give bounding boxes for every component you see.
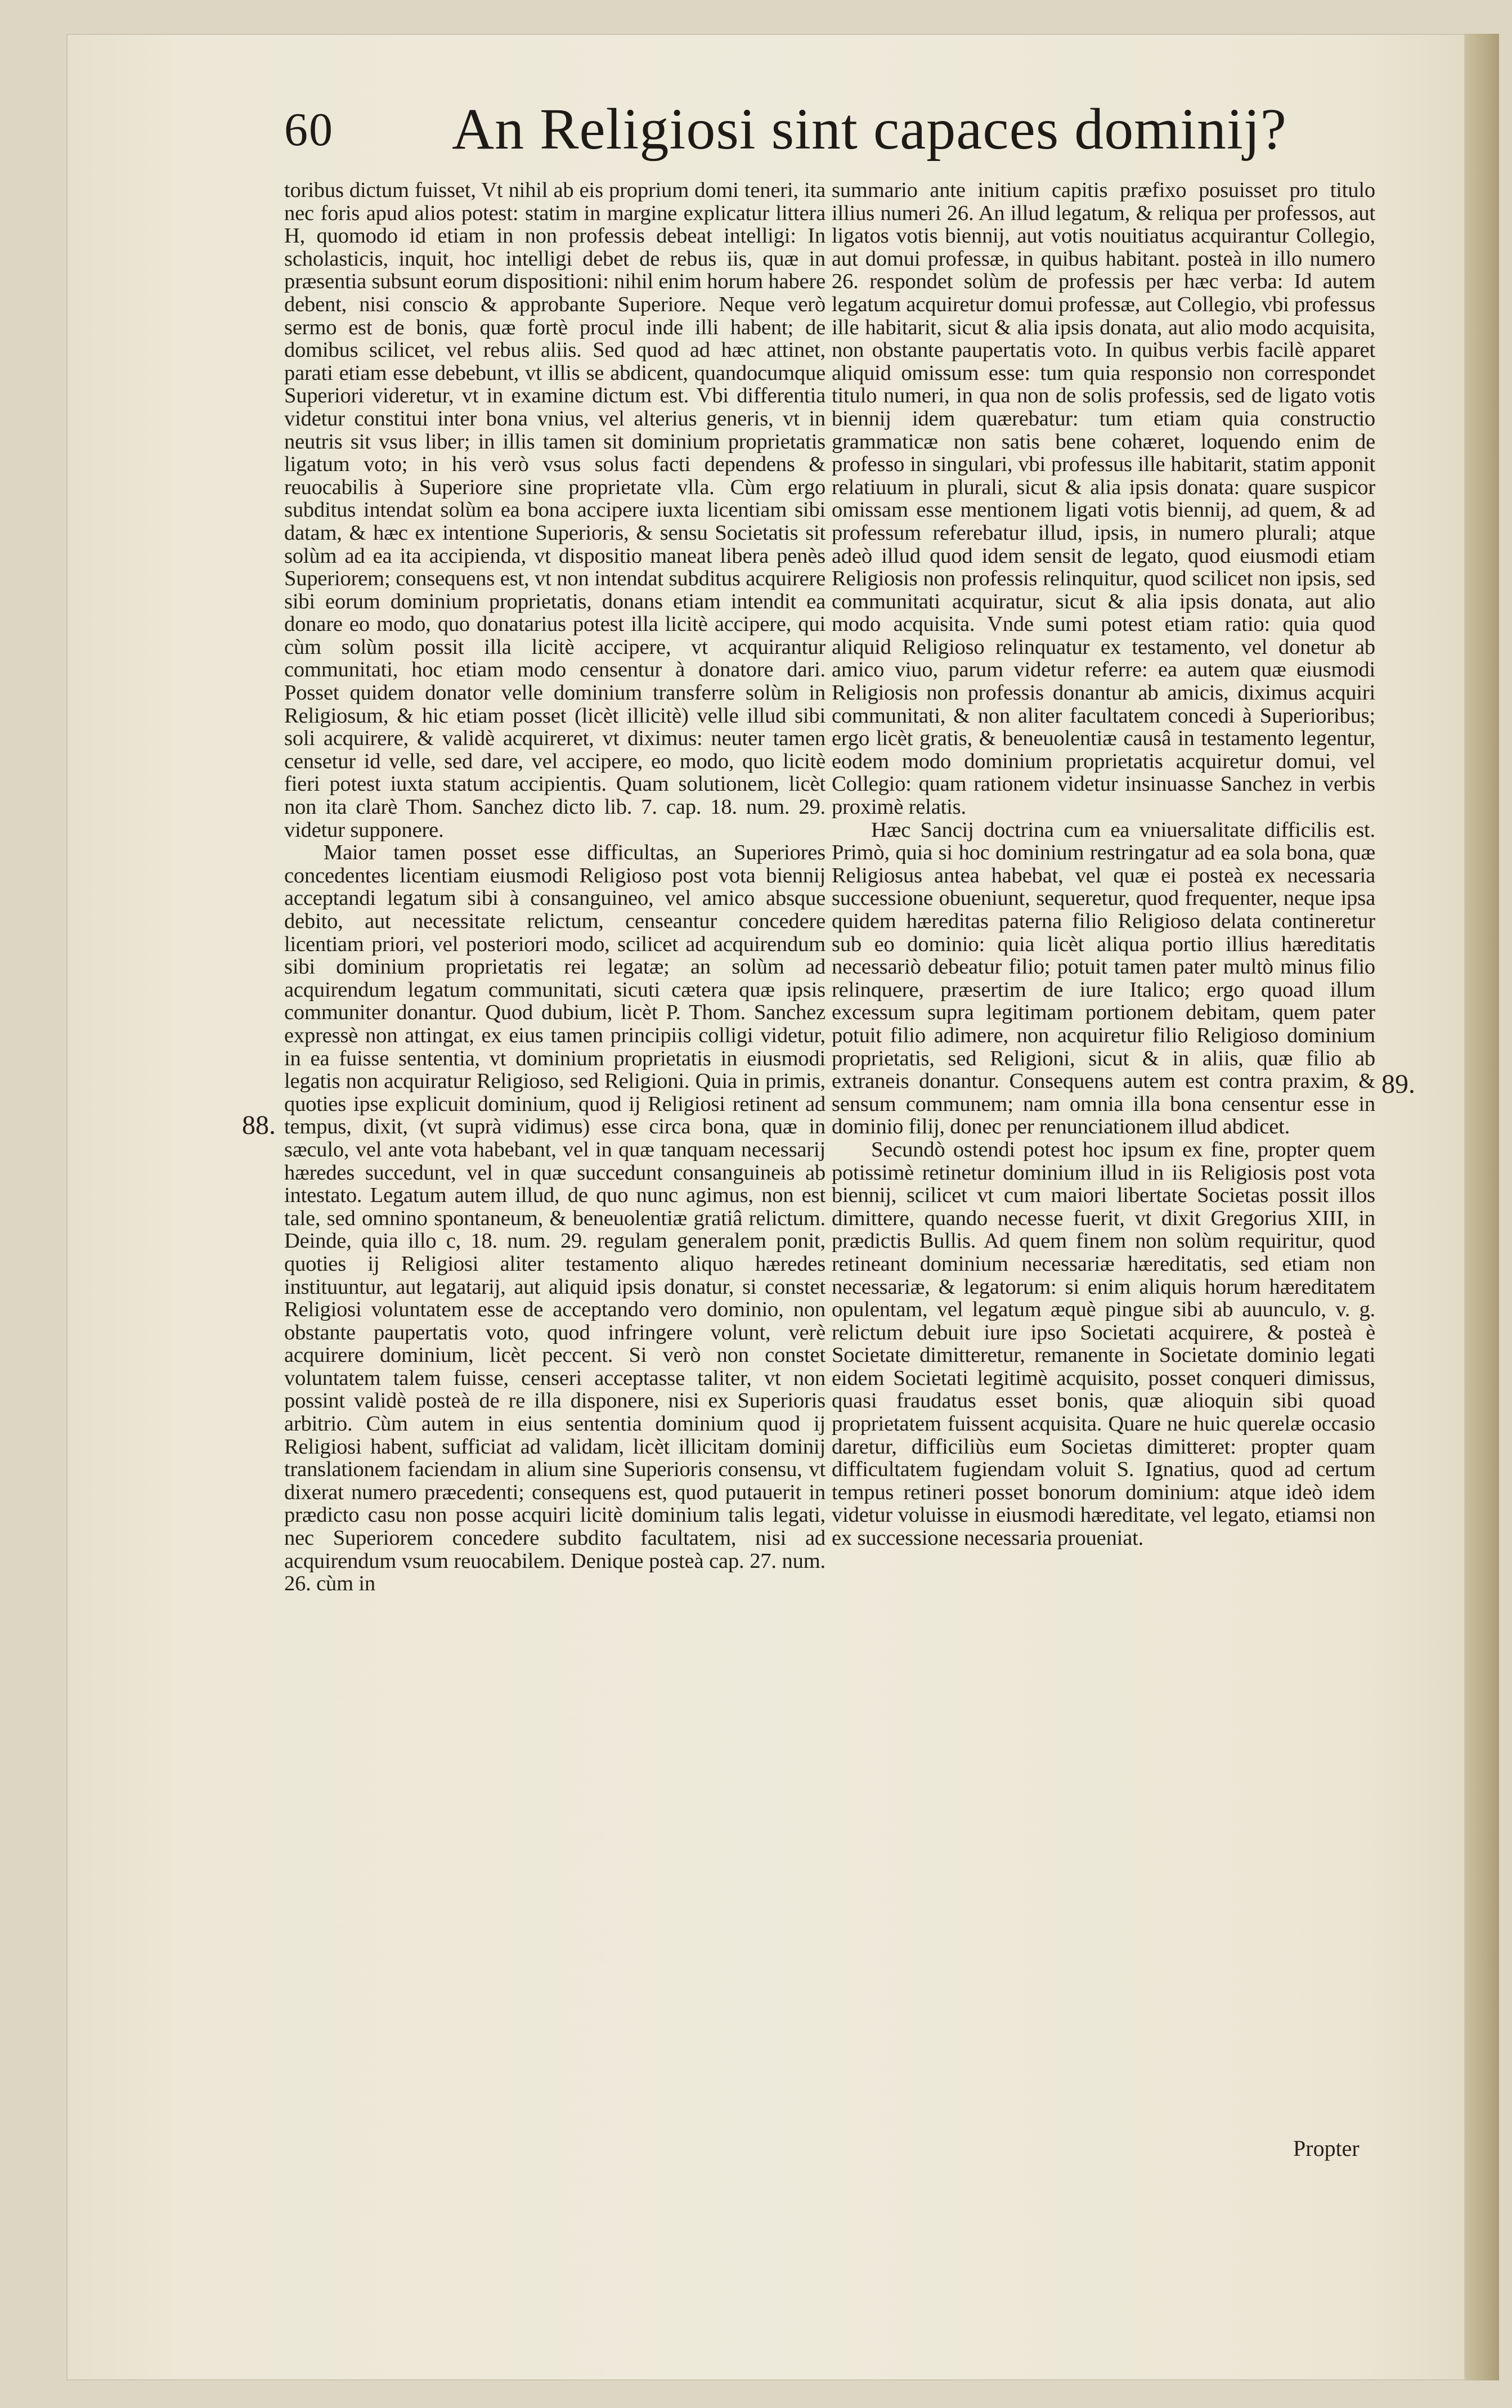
- page-title: An Religiosi sint capaces dominij?: [452, 97, 1287, 162]
- left-paragraph-2: Maior tamen posset esse difficultas, an Superiores concedentes licentiam eiusmodi Religioso post vota biennij acceptandi legatum sibi à consanguineo, vel amico absque debito, aut necessitate relictum, censeantur concedere licentiam priori, vel posteriori modo, scilicet ad acquirendum sibi dominium proprietatis rei legatæ; an solùm ad acquirendum legatum communitati, sicuti cætera quæ ipsis communiter donantur. Quod dubium, licèt P. Thom. Sanchez expressè non attingat, ex eius tamen principiis colligi videtur, in ea fuisse sententia, vt dominium proprietatis in eiusmodi legatis non acquiratur Religioso, sed Religioni. Quia in primis, quoties ipse explicuit dominium, quod ij Religiosi retinent ad tempus, dixit, (vt suprà vidimus) esse circa bona, quæ in sæculo, vel ante vota habebant, vel in quæ tanquam necessarij hæredes succedunt, vel in quæ succedunt consanguineis ab intestato. Legatum autem illud, de quo nunc agimus, non est tale, sed omnino spontaneum, & beneuolentiæ gratiâ relictum. Deinde, quia illo c, 18. num. 29. regulam generalem ponit, quoties ij Religiosi aliter testamento aliquo hæredes instituuntur, aut legatarij, aut aliquid ipsis donatur, si constet Religiosi voluntatem esse de acceptando vero dominio, non obstante paupertatis voto, quod infringere volunt, verè acquirere dominium, licèt peccent. Si verò non constet voluntatem talem fuisse, censeri acceptasse taliter, vt non possint validè posteà de re illa disponere, nisi ex Superioris arbitrio. Cùm autem in eius sententia dominium quod ij Religiosi habent, sufficiat ad validam, licèt illicitam dominij translationem faciendam in alium sine Superioris consensu, vt dixerat numero præcedenti; consequens est, quod putauerit in prædicto casu non posse acquiri licitè dominium talis legati, nec Superiorem concedere subdito facultatem, nisi ad acquirendum vsum reuocabilem. Denique posteà cap. 27. num. 26. cùm in: [284, 841, 825, 1596]
- page-number: 60: [284, 104, 334, 156]
- right-paragraph-3: Secundò ostendi potest hoc ipsum ex fine, propter quem potissimè retinetur dominium illud in iis Religiosis post vota biennij, scilicet vt cum maiori libertate Societas possit illos dimittere, quando necesse fuerit, vt dixit Gregorius XIII, in prædictis Bullis. Ad quem finem non solùm requiritur, quod retineant dominium necessariæ hæreditatis, sed etiam non necessariæ, & legatorum: si enim aliquis horum hæreditatem opulentam, vel legatum æquè pingue sibi ab auunculo, v. g. relictum debuit iure ipso Societati acquirere, & posteà è Societate dimitteretur, remanente in Societate dominio legati eidem Societati legitimè acquisito, posset conqueri dimissus, quasi fraudatus esset bonis, quæ alioquin sibi quoad proprietatem fuissent acquisita. Quare ne huic querelæ occasio daretur, difficiliùs eum Societas dimitteret: propter quam difficultatem fugiendam voluit S. Ignatius, quod ad certum tempus retineri posset bonorum dominium: atque ideò idem videtur voluisse in eiusmodi hæreditate, vel legato, etiamsi non ex successione necessaria proueniat.: [832, 1137, 1375, 1550]
- margin-number-right: 89.: [1381, 1069, 1415, 1099]
- catchword: Propter: [1293, 2136, 1360, 2161]
- right-paragraph-2: Hæc Sancij doctrina cum ea vniuersalitate difficilis est. Primò, quia si hoc dominium restringatur ad ea sola bona, quæ Religiosus antea habebat, vel quæ ei posteà ex necessaria successione obueniunt, sequeretur, quod frequenter, neque ipsa quidem hæreditas paterna filio Religioso delata contineretur sub eo dominio: quia licèt aliqua portio illius hæreditatis necessariò debeatur filio; potuit tamen pater multò minus filio relinquere, præsertim de iure Italico; ergo quoad illum excessum supra legitimam portionem debitam, quem pater potuit filio adimere, non acquiretur filio Religioso dominium proprietatis, sed Religioni, sicut & in aliis, quæ filio ab extraneis donantur. Consequens autem est contra praxim, & sensum communem; nam omnia illa bona censentur esse in dominio filij, donec per renunciationem illud abdicet.: [832, 818, 1375, 1139]
- margin-number-left: 88.: [242, 1110, 276, 1140]
- left-paragraph-1: toribus dictum fuisset, Vt nihil ab eis proprium domi teneri, ita nec foris apud alios potest: statim in margine explicatur littera H, quomodo id etiam in non professis debeat intelligi: In scholasticis, inquit, hoc intelligi debet de rebus iis, quæ in præsentia subsunt eorum dispositioni: nihil enim horum habere debent, nisi conscio & approbante Superiore. Neque verò sermo est de bonis, quæ fortè procul inde illi habent; de domibus scilicet, vel rebus aliis. Sed quod ad hæc attinet, parati etiam esse debebunt, vt illis se abdicent, quandocumque Superiori videretur, vt in examine dictum est. Vbi differentia videtur constitui inter bona vnius, vel alterius generis, vt in neutris sit vsus liber; in illis tamen sit dominium proprietatis ligatum voto; in his verò vsus solus facti dependens & reuocabilis à Superiore sine proprietate vlla. Cùm ergo subditus intendat solùm ea bona accipere iuxta licentiam sibi datam, & hæc ex intentione Superioris, & sensu Societatis sit solùm ad ea ita accipienda, vt dispositio maneat libera penès Superiorem; consequens est, vt non intendat subditus acquirere sibi eorum dominium proprietatis, donans etiam intendit ea donare eo modo, quo donatarius potest illa licitè accipere, qui cùm solùm possit illa licitè accipere, vt acquirantur communitati, hoc etiam modo censentur à donatore dari. Posset quidem donator velle dominium transferre solùm in Religiosum, & hic etiam posset (licèt illicitè) velle illud sibi soli acquirere, & validè acquireret, vt diximus: neuter tamen censetur id velle, sed dare, vel accipere, eo modo, quo licitè fieri potest iuxta statum accipientis. Quam solutionem, licèt non ita clarè Thom. Sanchez dicto lib. 7. cap. 18. num. 29. videtur supponere.: [284, 178, 825, 842]
- right-paragraph-1: summario ante initium capitis præfixo posuisset pro titulo illius numeri 26. An illud legatum, & reliqua per professos, aut ligatos votis biennij, aut votis nouitiatus acquirantur Collegio, aut domui professæ, in quibus habitant. posteà in illo numero 26. respondet solùm de professis per hæc verba: Id autem legatum acquiretur domui professæ, aut Collegio, vbi professus ille habitarit, sicut & alia ipsis donata, aut alio modo acquisita, non obstante paupertatis voto. In quibus verbis facilè apparet aliquid omissum esse: tum quia responsio non correspondet titulo numeri, in qua non de solis professis, sed de ligato votis biennij idem quærebatur: tum etiam quia constructio grammaticæ non satis bene cohæret, loquendo enim de professo in singulari, vbi professus ille habitarit, statim apponit relatiuum in plurali, sicut & alia ipsis donata: quare suspicor omissam esse mentionem ligati votis biennij, ad quem, & ad professum referebatur illud, ipsis, in numero plurali; atque adeò illud quod idem sensit de legato, quod eiusmodi etiam Religiosis non professis relinquitur, quod scilicet non ipsis, sed communitati acquiratur, sicut & alia ipsis donata, aut alio modo acquisita. Vnde sumi potest etiam ratio: quia quod aliquid Religioso relinquatur ex testamento, vel donetur ab amico viuo, parum videtur referre: ea autem quæ eiusmodi Religiosis non professis donantur ab amicis, diximus acquiri communitati, & non aliter facultatem concedi à Superioribus; ergo licèt gratis, & beneuolentiæ causâ in testamento legentur, eodem modo dominium proprietatis acquiretur domui, vel Collegio: quam rationem videtur insinuasse Sanchez in verbis proximè relatis.: [832, 178, 1375, 819]
- running-header: [284, 98, 1320, 172]
- right-column: [832, 179, 1375, 1550]
- left-column: [284, 179, 825, 1595]
- page-edge: [1465, 34, 1499, 2380]
